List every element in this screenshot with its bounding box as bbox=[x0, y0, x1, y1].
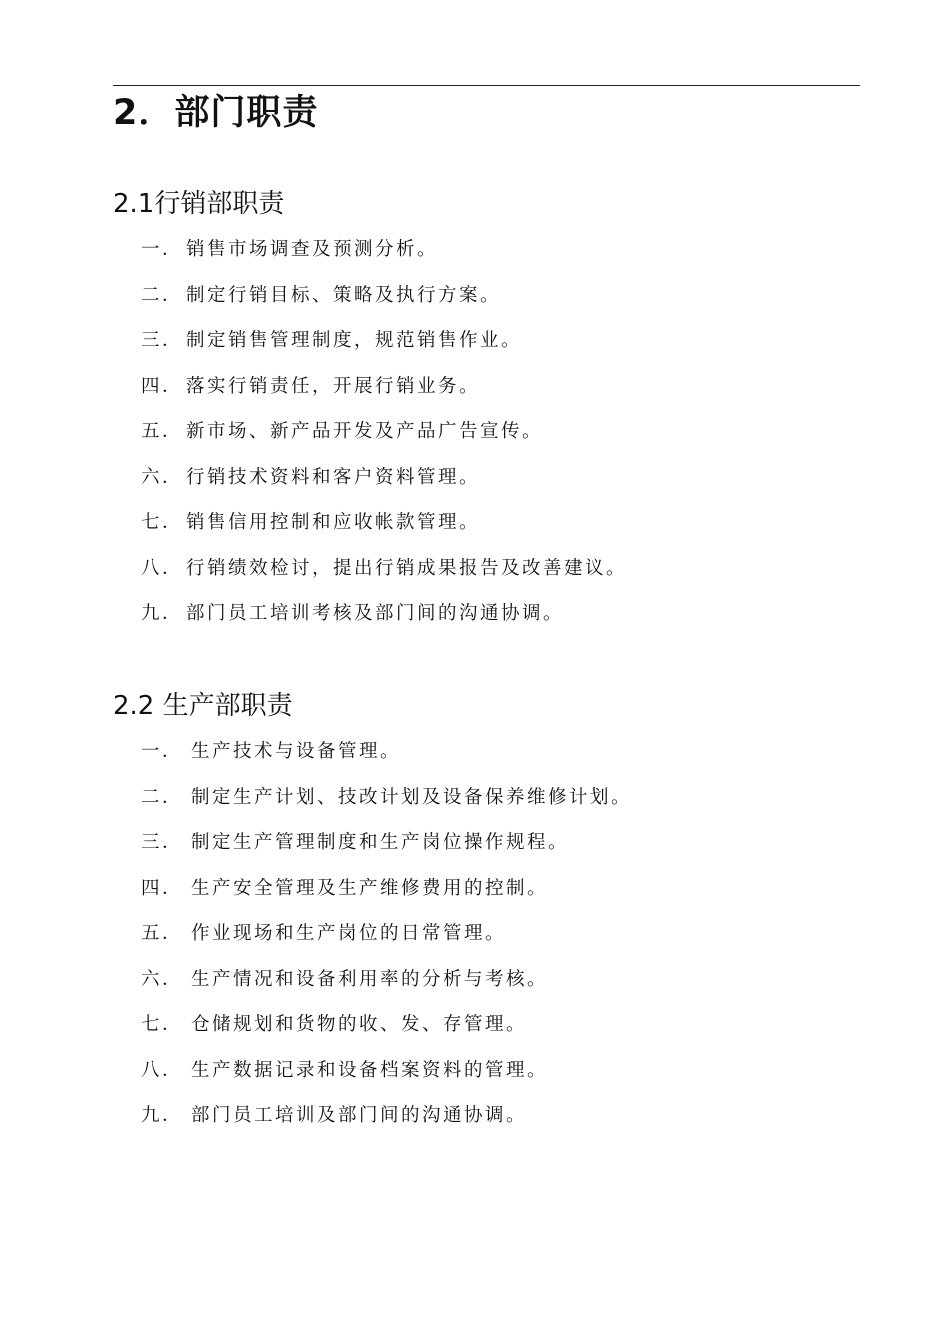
duty-item bbox=[113, 364, 860, 410]
item-number: 六． bbox=[141, 968, 184, 990]
item-text: 仓储规划和货物的收、发、存管理。 bbox=[191, 1014, 528, 1035]
duty-item bbox=[113, 911, 860, 957]
item-text: 制定销售管理制度，规范销售作业。 bbox=[186, 330, 523, 351]
item-text: 制定生产管理制度和生产岗位操作规程。 bbox=[191, 832, 570, 853]
page-title: 2．部门职责 bbox=[113, 93, 319, 133]
duty-item bbox=[113, 775, 860, 821]
item-number: 七． bbox=[141, 1014, 184, 1035]
item-number: 九． bbox=[141, 603, 184, 624]
duty-item bbox=[113, 729, 860, 775]
item-text: 制定生产计划、技改计划及设备保养维修计划。 bbox=[191, 786, 633, 808]
item-text: 落实行销责任，开展行销业务。 bbox=[186, 375, 481, 397]
section-production bbox=[113, 688, 860, 1139]
item-number: 三． bbox=[141, 330, 184, 351]
item-text: 新市场、新产品开发及产品广告宣传。 bbox=[186, 421, 544, 442]
duty-item bbox=[113, 273, 860, 319]
duty-item bbox=[113, 546, 860, 592]
item-text: 生产安全管理及生产维修费用的控制。 bbox=[191, 877, 549, 899]
item-number: 九． bbox=[141, 1105, 184, 1126]
item-number: 四． bbox=[141, 375, 184, 397]
item-text: 行销绩效检讨，提出行销成果报告及改善建议。 bbox=[186, 557, 628, 579]
item-number: 八． bbox=[141, 557, 184, 579]
duty-list bbox=[113, 729, 860, 1139]
item-number: 五． bbox=[141, 421, 184, 442]
item-number: 二． bbox=[141, 786, 184, 808]
item-number: 三． bbox=[141, 832, 184, 853]
item-text: 生产情况和设备利用率的分析与考核。 bbox=[191, 968, 549, 990]
item-text: 制定行销目标、策略及执行方案。 bbox=[186, 284, 502, 306]
duty-item bbox=[113, 1002, 860, 1048]
duty-item bbox=[113, 455, 860, 501]
item-text: 作业现场和生产岗位的日常管理。 bbox=[191, 923, 507, 944]
duty-list bbox=[113, 227, 860, 637]
duty-item bbox=[113, 866, 860, 912]
item-text: 生产数据记录和设备档案资料的管理。 bbox=[191, 1059, 549, 1081]
item-number: 一． bbox=[141, 741, 184, 762]
item-number: 七． bbox=[141, 512, 184, 533]
header-rule bbox=[113, 85, 860, 86]
item-text: 部门员工培训及部门间的沟通协调。 bbox=[191, 1105, 528, 1126]
duty-item bbox=[113, 500, 860, 546]
item-number: 四． bbox=[141, 877, 184, 899]
duty-item bbox=[113, 820, 860, 866]
duty-item bbox=[113, 1093, 860, 1139]
item-number: 五． bbox=[141, 923, 184, 944]
item-text: 部门员工培训考核及部门间的沟通协调。 bbox=[186, 603, 565, 624]
duty-item bbox=[113, 227, 860, 273]
item-number: 六． bbox=[141, 466, 184, 488]
item-text: 销售市场调查及预测分析。 bbox=[186, 239, 439, 260]
duty-item bbox=[113, 957, 860, 1003]
section-heading: 2.1行销部职责 bbox=[113, 189, 285, 219]
duty-item bbox=[113, 1048, 860, 1094]
item-text: 生产技术与设备管理。 bbox=[191, 741, 402, 762]
duty-item bbox=[113, 591, 860, 637]
item-number: 二． bbox=[141, 284, 184, 306]
duty-item bbox=[113, 318, 860, 364]
item-number: 一． bbox=[141, 239, 184, 260]
item-number: 八． bbox=[141, 1059, 184, 1081]
item-text: 行销技术资料和客户资料管理。 bbox=[186, 466, 481, 488]
section-marketing bbox=[113, 186, 860, 637]
item-text: 销售信用控制和应收帐款管理。 bbox=[186, 512, 481, 533]
section-heading: 2.2 生产部职责 bbox=[113, 691, 293, 721]
duty-item bbox=[113, 409, 860, 455]
